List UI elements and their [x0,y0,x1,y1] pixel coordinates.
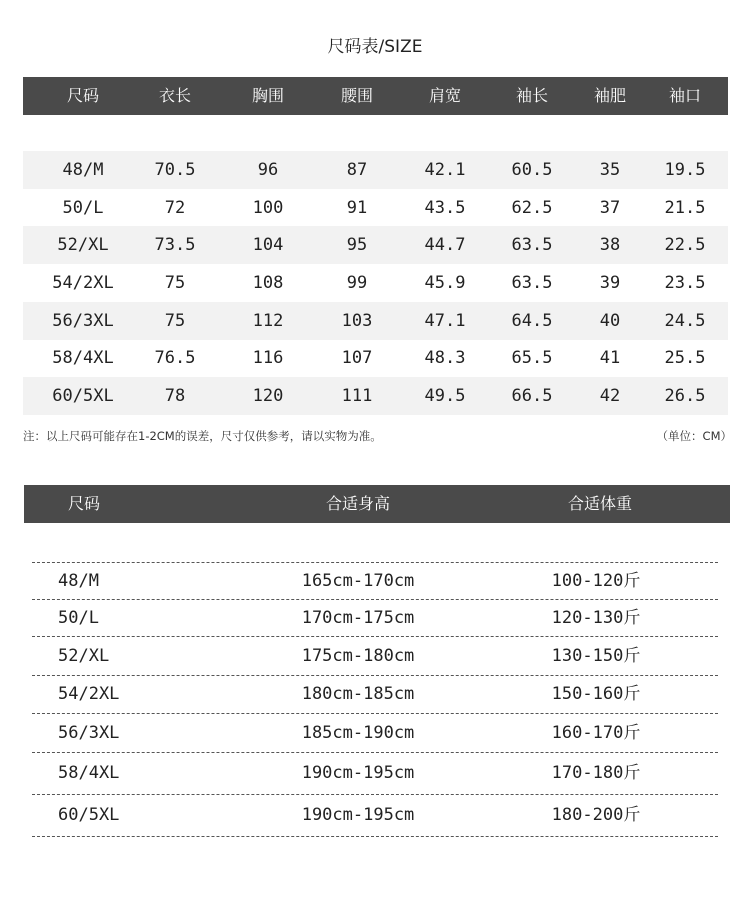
cell-shoulder: 45.9 [424,273,466,293]
fit-header-weight: 合适体重 [567,494,633,513]
size-header-shoulder: 肩宽 [428,86,462,105]
page-title: 尺码表/SIZE [327,37,423,57]
cell-chest: 108 [252,273,284,293]
table-row [23,339,728,377]
cell-waist: 111 [341,386,373,406]
size-header-waist: 腰围 [340,86,374,105]
cell-sleeve-width: 41 [599,348,621,368]
table-row [23,151,728,189]
cell-cuff: 19.5 [664,160,706,180]
size-note: 注：以上尺码可能存在1-2CM的误差，尺寸仅供参考，请以实物为准。 [23,429,382,443]
cell-size: 48/M [62,160,104,180]
size-header-sleeve-length: 袖长 [515,86,549,105]
cell-chest: 120 [252,386,284,406]
cell-sleeve-width: 40 [599,311,621,331]
cell-length: 73.5 [154,235,196,255]
table-row [24,637,730,675]
size-table-header [23,77,728,115]
fit-header-height: 合适身高 [325,494,391,513]
fit-cell-size: 54/2XL [58,684,120,704]
size-header-size: 尺码 [66,86,100,105]
table-row [24,675,730,713]
fit-cell-height: 170cm-175cm [301,607,415,628]
cell-sleeve-width: 35 [599,160,621,180]
table-row [23,264,728,302]
fit-cell-height: 175cm-180cm [301,645,415,666]
table-row [23,302,728,340]
table-row [23,189,728,227]
cell-waist: 99 [346,273,368,293]
table-row [24,754,730,792]
fit-cell-size: 58/4XL [58,763,120,783]
size-header-cuff: 袖口 [668,86,702,105]
cell-sleeve-length: 63.5 [511,273,553,293]
cell-cuff: 23.5 [664,273,706,293]
fit-cell-height: 180cm-185cm [301,684,415,704]
cell-shoulder: 43.5 [424,198,466,218]
size-header-length: 衣长 [158,86,192,105]
cell-cuff: 21.5 [664,198,706,218]
cell-shoulder: 42.1 [424,160,466,180]
cell-cuff: 24.5 [664,311,706,331]
fit-cell-weight: 160-170斤 [551,722,641,743]
cell-waist: 107 [341,348,373,368]
fit-table-header [24,485,730,523]
table-row [24,796,730,834]
fit-cell-weight: 180-200斤 [551,805,641,825]
row-divider [32,752,718,753]
row-divider [32,836,718,837]
cell-size: 52/XL [57,235,109,255]
fit-cell-weight: 170-180斤 [551,763,641,783]
cell-chest: 112 [252,311,284,331]
fit-cell-weight: 100-120斤 [551,570,641,591]
cell-size: 50/L [62,198,104,218]
cell-length: 72 [164,198,186,218]
cell-length: 70.5 [154,160,196,180]
size-header-chest: 胸围 [251,86,285,105]
cell-sleeve-width: 38 [599,235,621,255]
cell-shoulder: 49.5 [424,386,466,406]
fit-cell-height: 185cm-190cm [301,722,415,743]
cell-sleeve-length: 66.5 [511,386,553,406]
cell-waist: 87 [346,160,368,180]
cell-chest: 104 [252,235,284,255]
cell-chest: 96 [257,160,279,180]
cell-sleeve-length: 63.5 [511,235,553,255]
fit-cell-height: 190cm-195cm [301,805,415,825]
fit-cell-size: 48/M [58,570,99,591]
cell-shoulder: 44.7 [424,235,466,255]
cell-sleeve-length: 62.5 [511,198,553,218]
cell-length: 75 [164,311,186,331]
unit-label: （单位：CM） [656,429,732,443]
table-row [24,714,730,752]
fit-cell-weight: 150-160斤 [551,684,641,704]
table-row [24,599,730,637]
cell-sleeve-length: 64.5 [511,311,553,331]
fit-cell-height: 190cm-195cm [301,763,415,783]
cell-waist: 103 [341,311,373,331]
fit-cell-size: 56/3XL [58,722,120,743]
cell-cuff: 25.5 [664,348,706,368]
cell-length: 75 [164,273,186,293]
fit-header-size: 尺码 [67,494,101,513]
fit-cell-height: 165cm-170cm [301,570,415,591]
cell-sleeve-width: 39 [599,273,621,293]
cell-sleeve-length: 60.5 [511,160,553,180]
cell-length: 78 [164,386,186,406]
cell-sleeve-length: 65.5 [511,348,553,368]
fit-cell-size: 60/5XL [58,805,120,825]
row-divider [32,794,718,795]
cell-sleeve-width: 37 [599,198,621,218]
cell-size: 54/2XL [52,273,114,293]
cell-size: 56/3XL [52,311,114,331]
cell-chest: 116 [252,348,284,368]
table-row [23,377,728,415]
cell-size: 60/5XL [52,386,114,406]
table-row [24,562,730,600]
cell-cuff: 26.5 [664,386,706,406]
cell-chest: 100 [252,198,284,218]
fit-cell-size: 50/L [58,607,99,628]
fit-cell-weight: 120-130斤 [551,607,641,628]
cell-size: 58/4XL [52,348,114,368]
cell-waist: 95 [346,235,368,255]
cell-length: 76.5 [154,348,196,368]
cell-waist: 91 [346,198,368,218]
fit-cell-weight: 130-150斤 [551,645,641,666]
cell-sleeve-width: 42 [599,386,621,406]
fit-cell-size: 52/XL [58,645,110,666]
cell-shoulder: 48.3 [424,348,466,368]
cell-shoulder: 47.1 [424,311,466,331]
cell-cuff: 22.5 [664,235,706,255]
size-header-sleeve-width: 袖肥 [593,86,627,105]
table-row [23,226,728,264]
